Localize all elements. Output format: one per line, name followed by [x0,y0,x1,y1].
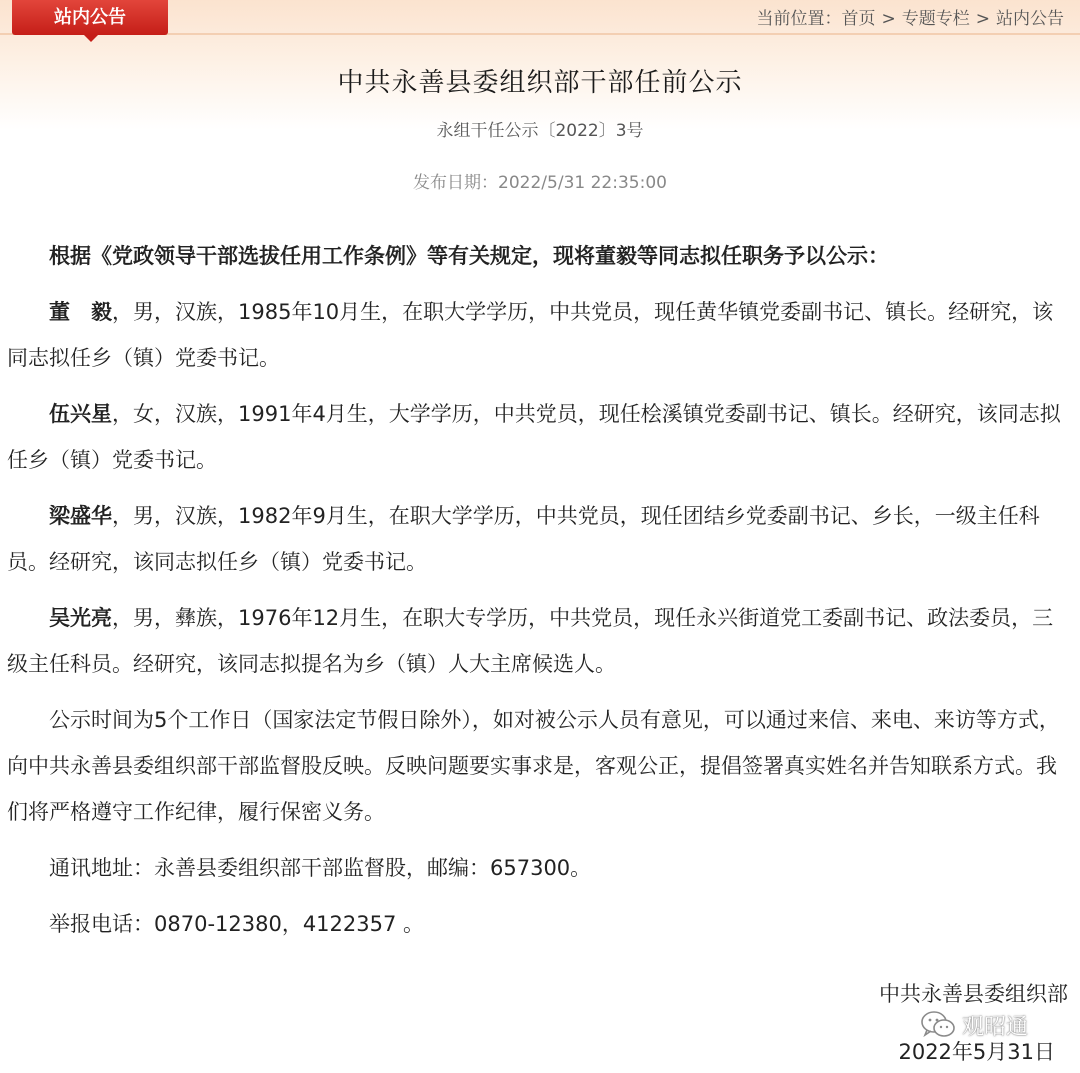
candidate-name: 伍兴星 [49,402,112,426]
candidate-description: ，女，汉族，1991年4月生，大学学历，中共党员，现任桧溪镇党委副书记、镇长。经研究，该同志拟任乡（镇）党委书记。 [7,402,1061,472]
tab-pointer [84,35,98,42]
candidate-name: 吴光亮 [49,606,112,630]
article-body [7,233,1063,957]
breadcrumb-separator: > [881,9,896,29]
document-number: 永组干任公示〔2022〕3号 [436,121,644,141]
breadcrumb [757,4,1065,29]
page-title: 中共永善县委组织部干部任前公示 [337,68,743,98]
breadcrumb-home-link[interactable]: 首页 [841,9,876,29]
tab-site-announcement[interactable]: 站内公告 [12,0,168,35]
candidate-paragraph [7,493,1063,585]
publish-date-label: 发布日期： [413,173,499,193]
phone-paragraph: 举报电话：0870-12380，4122357 。 [49,912,425,936]
breadcrumb-announcement-link[interactable]: 站内公告 [996,9,1064,29]
signature-organization: 中共永善县委组织部 [879,982,1068,1006]
candidate-paragraph [7,595,1063,687]
candidate-paragraph [7,289,1063,381]
publish-date [0,168,1080,193]
intro-text: 根据《党政领导干部选拔任用工作条例》等有关规定，现将董毅等同志拟任职务予以公示： [49,244,889,268]
intro-paragraph [7,233,1063,279]
notice-paragraph: 公示时间为5个工作日（国家法定节假日除外），如对被公示人员有意见，可以通过来信、来电、来访等方式，向中共永善县委组织部干部监督股反映。反映问题要实事求是，客观公正，提倡签署真实姓名并告知联系方式。我们将严格遵守工作纪律，履行保密义务。 [7,708,1060,824]
publish-date-value: 2022/5/31 22:35:00 [498,173,667,193]
breadcrumb-prefix: 当前位置： [756,9,842,29]
breadcrumb-separator: > [975,9,990,29]
candidate-description: ，男，汉族，1985年10月生，在职大学学历，中共党员，现任黄华镇党委副书记、镇长。经研究，该同志拟任乡（镇）党委书记。 [7,300,1054,370]
candidate-description: ，男，彝族，1976年12月生，在职大专学历，中共党员，现任永兴街道党工委副书记、政法委员，三级主任科员。经研究，该同志拟提名为乡（镇）人大主席候选人。 [7,606,1054,676]
watermark-text: 观昭通 [962,1014,1029,1040]
candidate-description: ，男，汉族，1982年9月生，在职大学学历，中共党员，现任团结乡党委副书记、乡长，一级主任科员。经研究，该同志拟任乡（镇）党委书记。 [7,504,1040,574]
candidate-name: 董 毅 [49,300,112,324]
address-paragraph: 通讯地址：永善县委组织部干部监督股，邮编：657300。 [49,856,592,880]
signature-date: 2022年5月31日 [898,1040,1055,1064]
candidate-name: 梁盛华 [49,504,112,528]
breadcrumb-topics-link[interactable]: 专题专栏 [901,9,970,29]
candidate-paragraph [7,391,1063,483]
wechat-icon [920,1010,956,1040]
